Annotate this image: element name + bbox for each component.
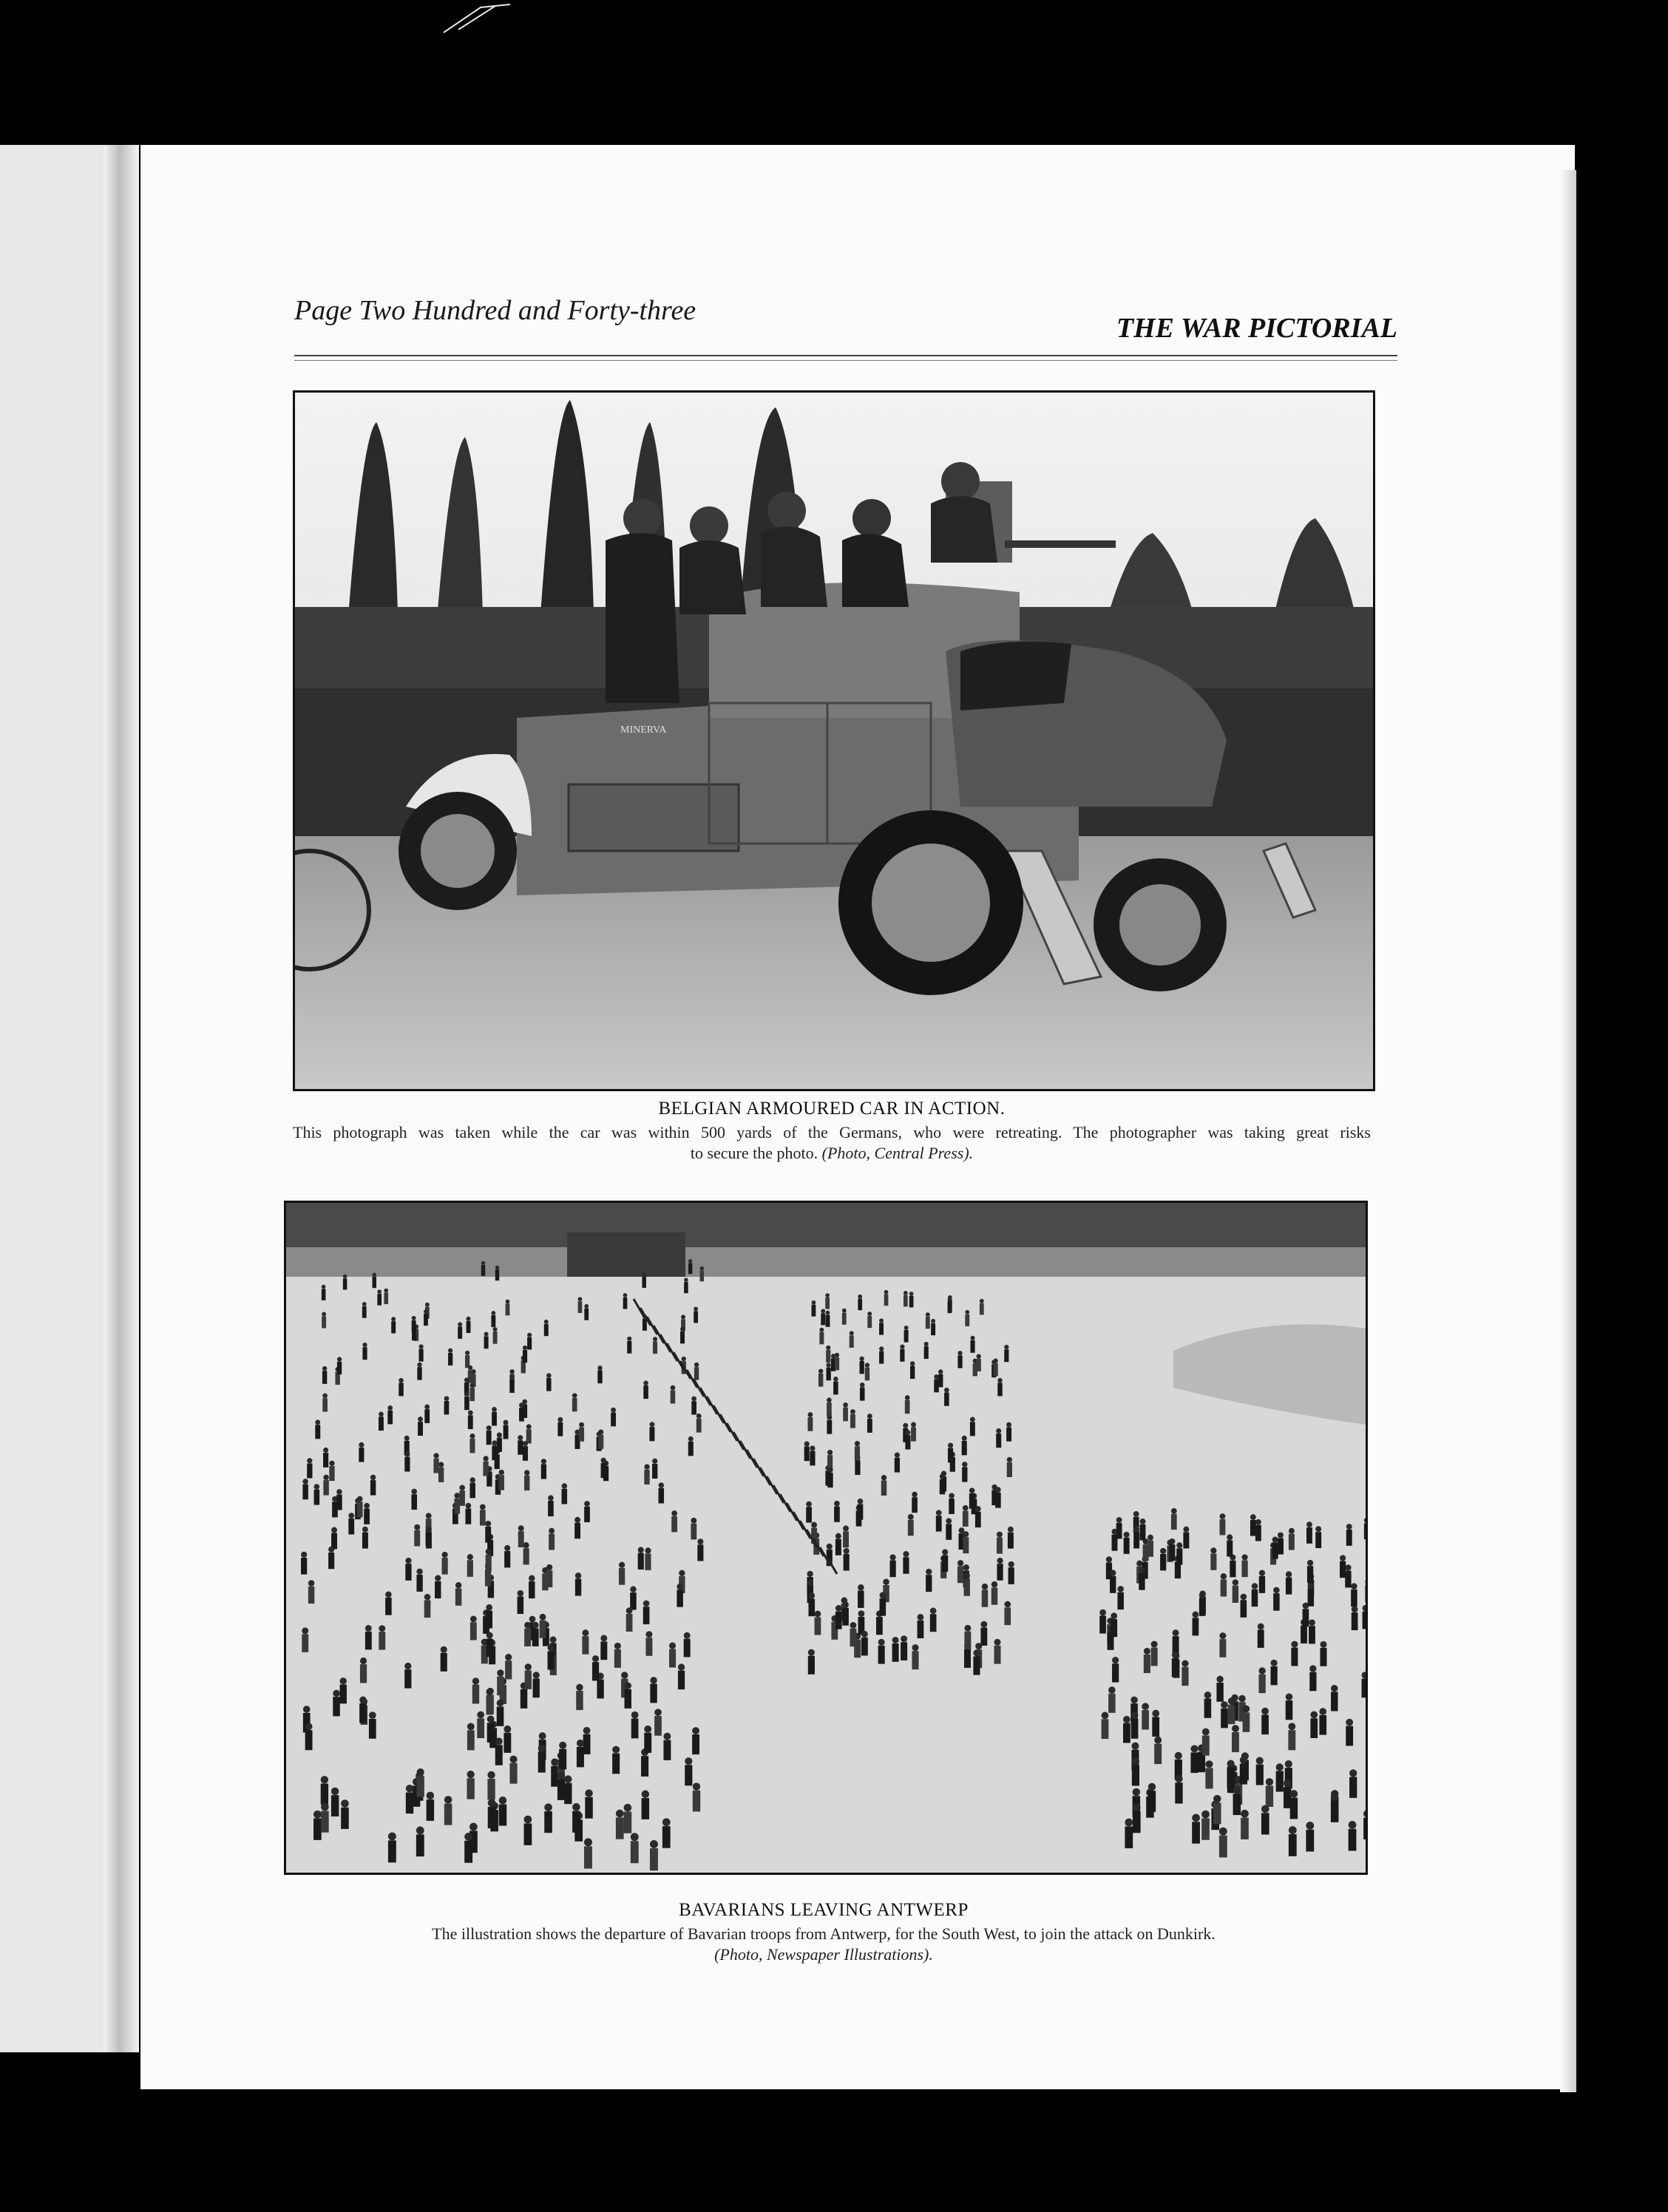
figure-1-caption: This photograph was taken while the car was within 500 yards of the Germans, who were retreating. The photographer was taking great risks [293, 1123, 1371, 1141]
vehicle-marking: MINERVA [620, 725, 667, 736]
page-edge-shadow [1560, 170, 1576, 2092]
publication-title: THE WAR PICTORIAL [1116, 313, 1397, 344]
book-gutter [104, 145, 139, 2052]
figure-1-credit: (Photo, Central Press). [821, 1144, 974, 1162]
figure-2-credit: (Photo, Newspaper Illustrations). [714, 1945, 933, 1964]
figure-1-caption-continued [293, 1143, 1371, 1164]
scan-mark [436, 0, 525, 41]
header-rule [294, 355, 1397, 361]
page-number-label: Page Two Hundred and Forty-three [294, 295, 696, 326]
bavarian-troops-photo [284, 1201, 1368, 1875]
figure-2-title: BAVARIANS LEAVING ANTWERP [679, 1900, 969, 1920]
figure-2-caption: The illustration shows the departure of Bavarian troops from Antwerp, for the South West, to join the attack on Dunkirk. [432, 1924, 1216, 1943]
figure-1-caption-end: to secure the photo. [690, 1144, 818, 1162]
figure-1-title: BELGIAN ARMOURED CAR IN ACTION. [658, 1099, 1006, 1119]
figure-2-credit-line [284, 1944, 1363, 1965]
armoured-car-photo [293, 390, 1375, 1091]
